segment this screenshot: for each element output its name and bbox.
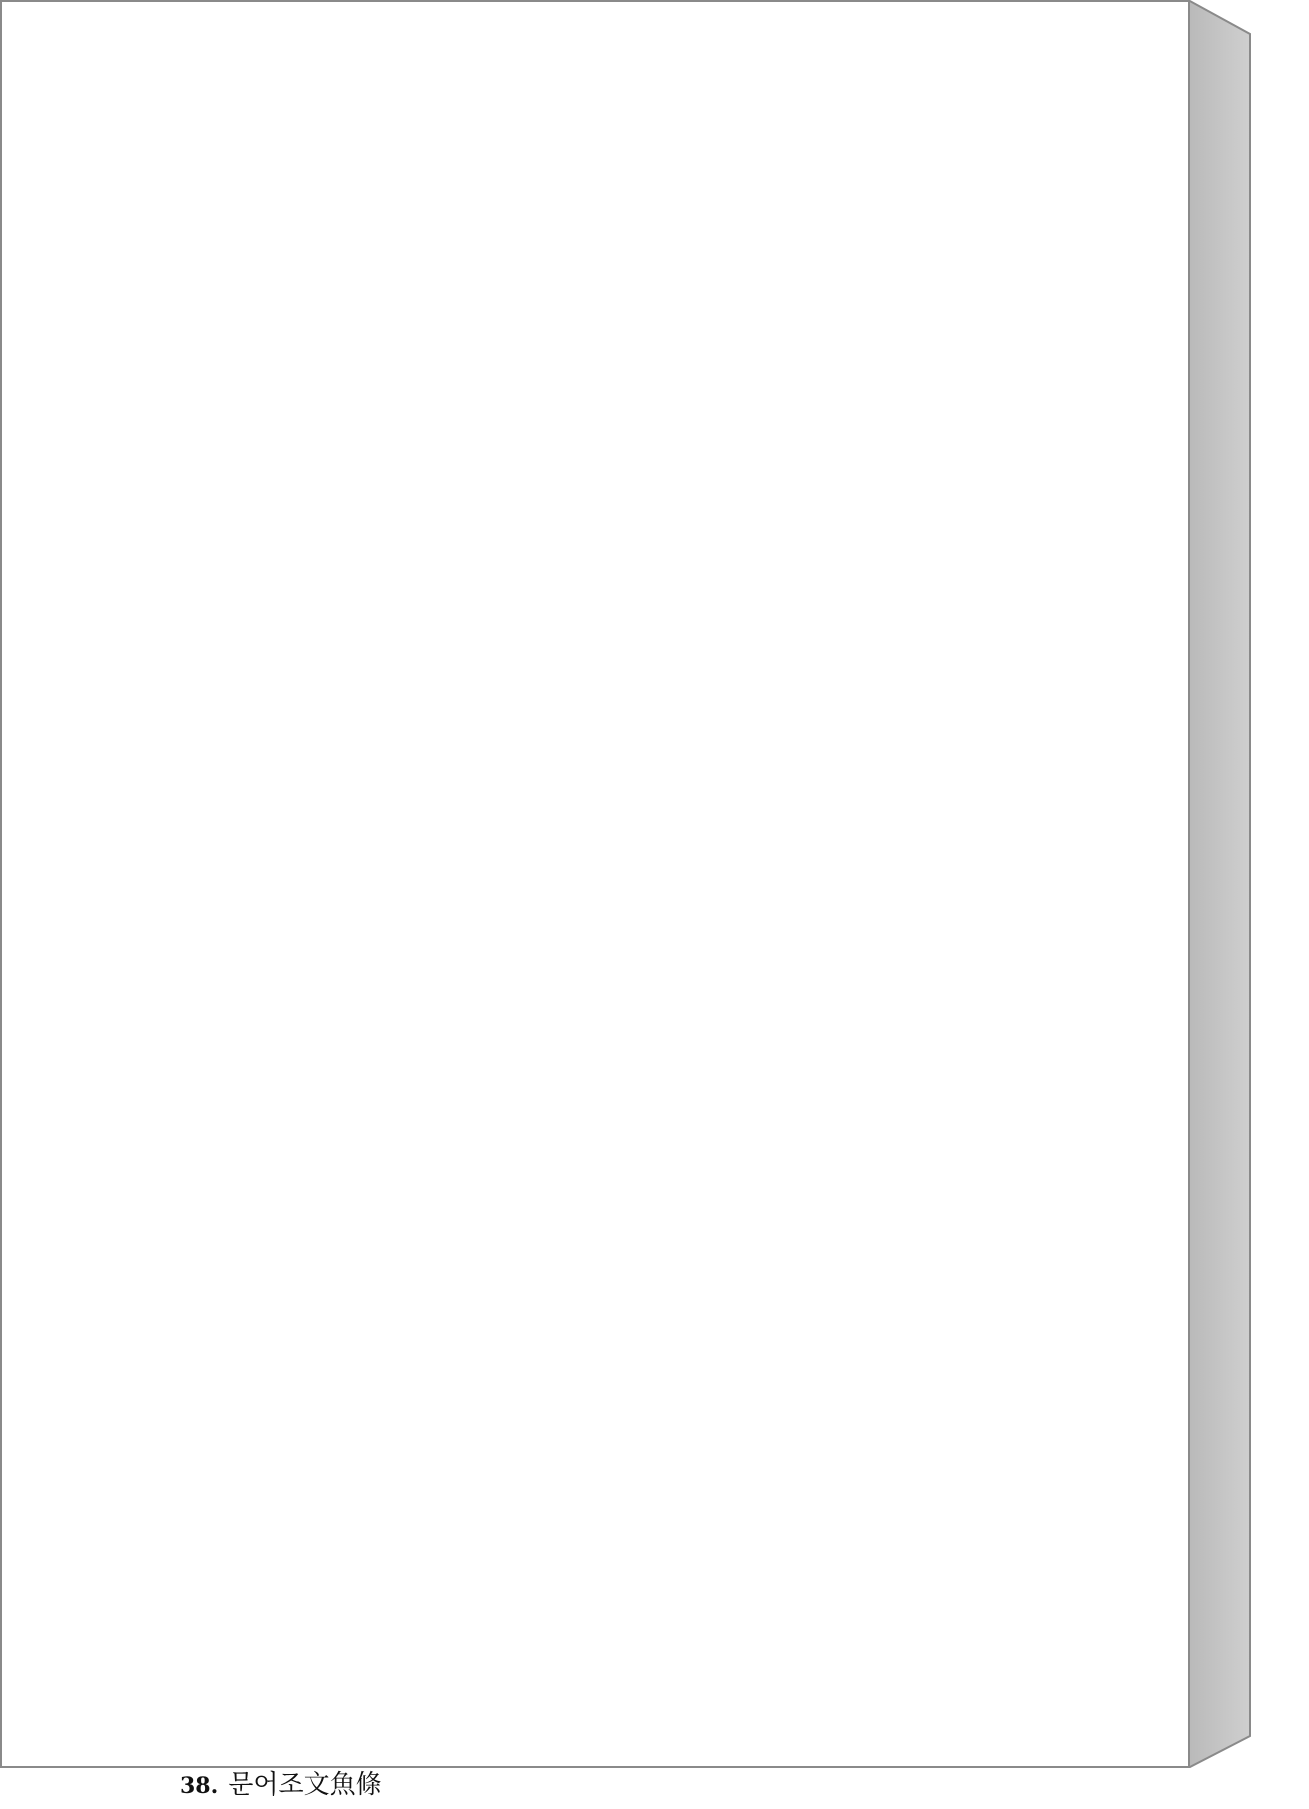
entry [180,1762,990,1809]
entry-heading: 문어조文魚條 [228,1770,382,1800]
entry-number: 38. [180,1773,219,1799]
entry-title [180,1762,990,1809]
book-edge-shading [1188,0,1258,1768]
